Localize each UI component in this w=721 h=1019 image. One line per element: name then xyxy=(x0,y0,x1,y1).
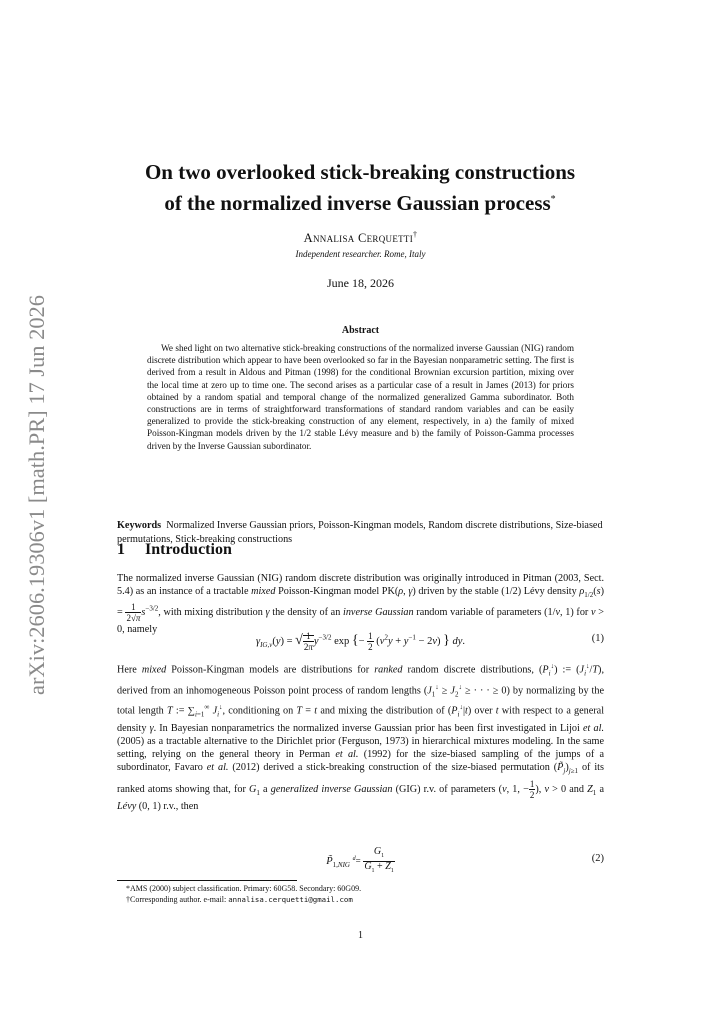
footnote-rule xyxy=(117,880,297,881)
section-title: Introduction xyxy=(145,541,232,558)
arxiv-stamp xyxy=(6,280,62,710)
affiliation: Independent researcher. Rome, Italy xyxy=(295,249,426,259)
title-footnote-mark: * xyxy=(550,194,556,205)
title-line-1: On two overlooked stick-breaking constructions xyxy=(144,160,576,184)
footnote-2 xyxy=(126,895,353,904)
title-line-2: of the normalized inverse Gaussian process xyxy=(164,191,551,215)
section-heading xyxy=(117,541,232,559)
equation-2: $P̃_{1,NIG}$ $^d$= $\frac{G_1}{G_1 + Z_1}$ (2) xyxy=(326,846,604,874)
author-name: Annalisa Cerquetti xyxy=(303,231,414,246)
keywords-text: Normalized Inverse Gaussian priors, Poisson-Kingman models, Random discrete distributions, Size-biased permutations, Stick-breaking constructions xyxy=(117,520,603,545)
footnote-2-text: †Corresponding author. e-mail: xyxy=(126,895,229,904)
equation-1: $\gamma_{IG,v}(y)$ = √ $\frac{1}{2\pi}$ $y^{-3/2}$ exp {− $\frac{1}{2}$ $(v^2y + y^{-1} - 2v)$ } dy. (1) xyxy=(255,631,604,652)
date: June 18, 2026 xyxy=(327,276,394,290)
equation-2-number: (2) xyxy=(591,853,604,864)
author-footnote-mark: † xyxy=(413,230,418,239)
keywords-label: Keywords xyxy=(117,520,162,531)
page-number: 1 xyxy=(358,930,363,941)
footnote-1: *AMS (2000) subject classification. Primary: 60G58. Secondary: 60G09. xyxy=(126,884,362,893)
section-number: 1 xyxy=(117,541,125,558)
abstract-heading: Abstract xyxy=(341,325,380,336)
arxiv-id: arXiv:2606.19306v1 [math.PR] 17 Jun 2026 xyxy=(24,302,49,695)
author-email-link[interactable]: annalisa.cerquetti@gmail.com xyxy=(228,895,353,904)
paper-title xyxy=(90,158,630,217)
author-line xyxy=(0,230,721,246)
equation-1-number: (1) xyxy=(591,633,604,644)
abstract-text: We shed light on two alternative stick-breaking constructions of the normalized inverse Gaussian (NIG) random discrete distribution which appear to have been overlooked so far in the Bayesian nonparametric setting. The first is derived from a result in Aldous and Pitman (1998) for the conditional Brownian excursion partition, mixing over the local time at zero up to time one. The second arises as a particular case of a result in James (2013) for priors obtained by a random spatial and temporal change of the normalized generalized Gamma subordinator. Both constructions are in terms of straightforward transformations of standard random variables and can be easily generalized to provide the stick-breaking construction of any element, respectively, in a) the family of mixed Poisson-Kingman models driven by the 1/2 stable Lévy measure and b) the family of Poisson-Gamma processes driven by the Inverse Gaussian subordinator. xyxy=(147,343,574,451)
intro-paragraph-1: The normalized inverse Gaussian (NIG) random discrete distribution was originally introduced in Pitman (2003, Sect. 5.4) as an instance of a tractable mixed Poisson-Kingman model PK(ρ, γ) driven by the stable (1/2) Lévy density $\rho_{1/2}(s)$ = $\frac{1}{2√\pi}$ $s^{-3/2}$, with mixing distribution γ the density of an inverse Gaussian random variable of parameters (1/v, 1) for v > 0, namely xyxy=(117,573,604,636)
intro-paragraph-2: Here mixed Poisson-Kingman models are distributions for ranked random discrete distributions, $(P_i^↓)$ := $(J_i^↓/T)$, derived from an inhomogeneous Poisson point process of random lengths ($J_1^↓ \ge J_2^↓$ ≥ · · · ≥ 0) by normalizing by the total length T := $\sum_{i=1}^\infty$ $J_i^↓$, conditioning on T = t and mixing the distribution of $(P_i^↓|t)$ over t with respect to a general density γ. In Bayesian nonparametrics the normalized inverse Gaussian prior has been first investigated in Lijoi et al. (2005) as a tractable alternative to the Dirichlet prior (Ferguson, 1973) in hierarchical mixtures modeling. In the same setting, relying on the general theory in Perman et al. (1992) for the size-biased sampling of the jumps of a subordinator, Favaro et al. (2012) derived a stick-breaking construction of the size-biased permutation $(P̃_j)_{j\ge 1}$ of its ranked atoms showing that, for $G_1$ a generalized inverse Gaussian (GIG) r.v. of parameters (v, 1, − $\frac{1}{2}$ ), v > 0 and $Z_1$ a Lévy (0, 1) r.v., then xyxy=(117,662,605,812)
